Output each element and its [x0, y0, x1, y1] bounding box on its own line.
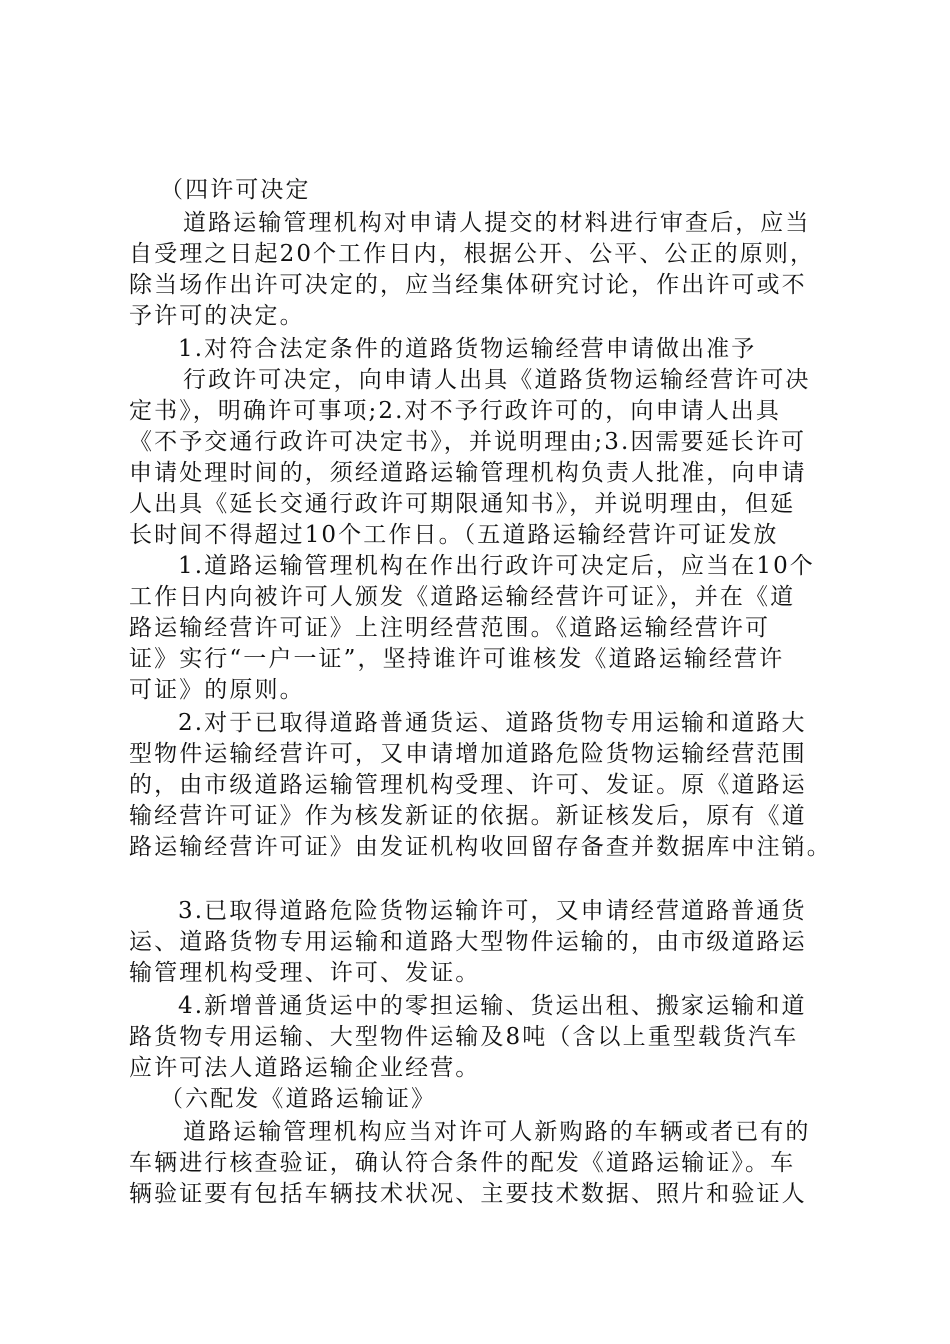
text-line: 输经营许可证》作为核发新证的依据。新证核发后，原有《道	[129, 803, 807, 829]
text-line: 人出具《延长交通行政许可期限通知书》，并说明理由，但延	[129, 491, 796, 517]
text-line: 路运输经营许可证》由发证机构收回留存备查并数据库中注销。	[129, 834, 832, 860]
text-line: 予许可的决定。	[129, 303, 305, 329]
section-heading-4: （四许可决定	[160, 177, 311, 203]
text-line: 道路运输管理机构对申请人提交的材料进行审查后，应当	[183, 210, 811, 236]
text-line: 证》实行“一户一证”，坚持谁许可谁核发《道路运输经营许	[129, 646, 785, 672]
text-line: 申请处理时间的，须经道路运输管理机构负责人批准，向申请	[129, 460, 807, 486]
text-line: 行政许可决定，向申请人出具《道路货物运输经营许可决	[183, 367, 811, 393]
text-line: 除当场作出许可决定的，应当经集体研究讨论，作出许可或不	[129, 272, 807, 298]
section-heading-6: （六配发《道路运输证》	[160, 1086, 437, 1112]
text-line: 道路运输管理机构应当对许可人新购路的车辆或者已有的	[183, 1119, 811, 1145]
text-line: 1.道路运输管理机构在作出行政许可决定后，应当在10个	[178, 553, 815, 579]
text-line: 工作日内向被许可人颁发《道路运输经营许可证》，并在《道	[129, 584, 796, 610]
text-line: 1.对符合法定条件的道路货物运输经营申请做出准予	[178, 336, 757, 362]
text-line: 4.新增普通货运中的零担运输、货运出租、搬家运输和道	[178, 993, 807, 1019]
text-line: 可证》的原则。	[129, 677, 305, 703]
text-line: 路运输经营许可证》上注明经营范围。《道路运输经营许可	[129, 615, 771, 641]
text-line: 3.已取得道路危险货物运输许可，又申请经营道路普通货	[178, 898, 807, 924]
text-line: 路货物专用运输、大型物件运输及8吨（含以上重型载货汽车	[129, 1024, 799, 1050]
text-line: 运、道路货物专用运输和道路大型物件运输的，由市级道路运	[129, 929, 807, 955]
text-line: 定书》，明确许可事项;2.对不予行政许可的，向申请人出具	[129, 398, 781, 424]
text-line: 自受理之日起20个工作日内，根据公开、公平、公正的原则，	[129, 241, 816, 267]
text-line: 型物件运输经营许可，又申请增加道路危险货物运输经营范围	[129, 741, 807, 767]
text-line: 《不予交通行政许可决定书》，并说明理由;3.因需要延长许可	[129, 429, 807, 455]
text-line: 输管理机构受理、许可、发证。	[129, 960, 481, 986]
text-line: 应许可法人道路运输企业经营。	[129, 1055, 481, 1081]
text-line: 2.对于已取得道路普通货运、道路货物专用运输和道路大	[178, 710, 807, 736]
text-line: 辆验证要有包括车辆技术状况、主要技术数据、照片和验证人	[129, 1181, 807, 1207]
text-line: 的，由市级道路运输管理机构受理、许可、发证。原《道路运	[129, 772, 807, 798]
text-line: 车辆进行核查验证，确认符合条件的配发《道路运输证》。车	[129, 1150, 796, 1176]
text-line: 长时间不得超过10个工作日。（五道路运输经营许可证发放	[129, 522, 779, 548]
